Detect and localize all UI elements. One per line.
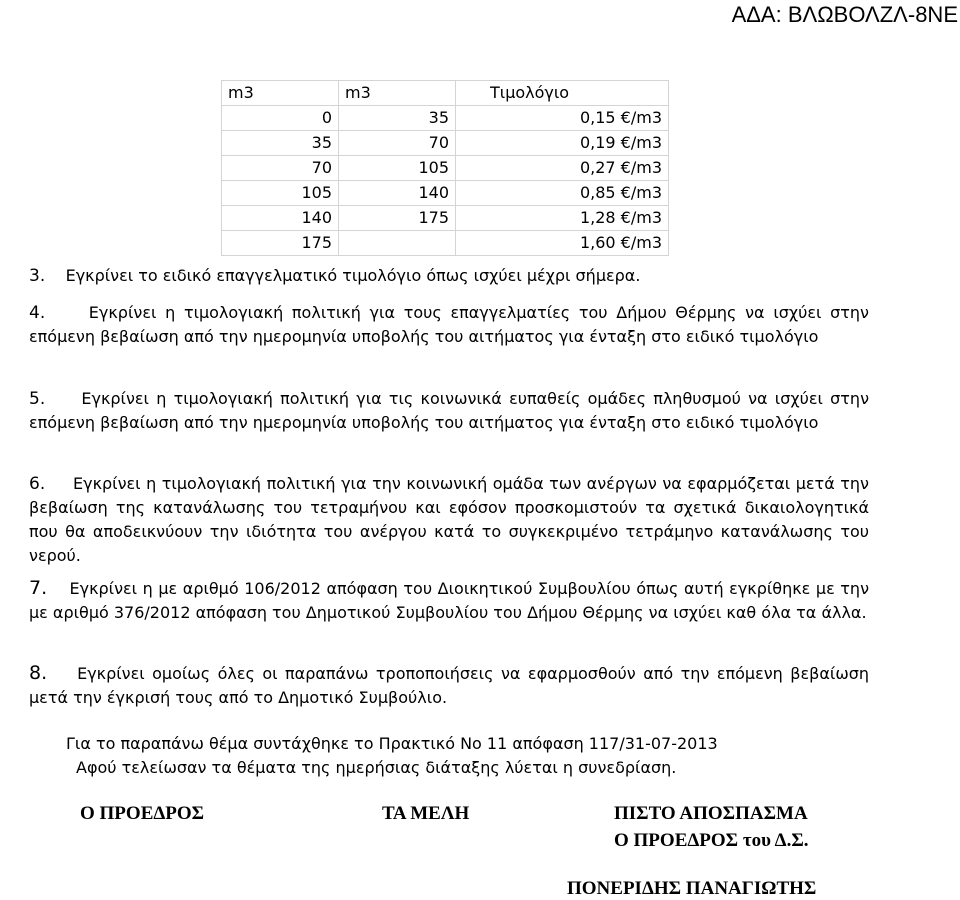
table-cell: 140 xyxy=(339,181,456,206)
item-8 xyxy=(29,661,869,710)
item-text: Εγκρίνει ομοίως όλες οι παραπάνω τροποποιήσεις να εφαρμοσθούν από την επόμενη βεβαίωση μετά την έγκρισή τους από το Δημοτικό Συμβούλιο. xyxy=(29,664,870,707)
table-cell: 0,19 €/m3 xyxy=(456,131,669,156)
item-5 xyxy=(29,387,869,435)
table-cell: 70 xyxy=(222,156,339,181)
table-cell: 35 xyxy=(222,131,339,156)
table-cell: 105 xyxy=(339,156,456,181)
item-text: Εγκρίνει η τιμολογιακή πολιτική για τους επαγγελματίες του Δήμου Θέρμης να ισχύει στην επόμενη βεβαίωση από την ημερομηνία υποβολής του αιτήματος για ένταξη στο ειδικό τιμολόγιο xyxy=(29,303,869,346)
item-3 xyxy=(29,264,869,288)
table-row xyxy=(222,156,669,181)
header-cell-tariff: Τιμολόγιο xyxy=(456,81,669,106)
item-text: Εγκρίνει η με αριθμό 106/2012 απόφαση του Διοικητικού Συμβουλίου όπως αυτή εγκρίθηκε με την με αριθμό 376/2012 απόφαση του Δημοτικού Συμβουλίου του Δήμου Θέρμης να ισχύει καθ όλα τα άλλα. xyxy=(29,579,870,622)
table-cell: 70 xyxy=(339,131,456,156)
item-text: Εγκρίνει το ειδικό επαγγελματικό τιμολόγιο όπως ισχύει μέχρι σήμερα. xyxy=(65,266,641,285)
ada-code: ΑΔΑ: ΒΛΩΒΟΛΖΛ-8ΝΕ xyxy=(731,2,958,27)
table-row xyxy=(222,106,669,131)
item-number: 7. xyxy=(29,577,48,599)
closing-line-2: Αφού τελείωσαν τα θέματα της ημερήσιας διάταξης λύεται η συνεδρίαση. xyxy=(76,758,677,777)
table-row xyxy=(222,181,669,206)
table-cell: 1,60 €/m3 xyxy=(456,231,669,256)
table-row xyxy=(222,231,669,256)
item-number: 6. xyxy=(29,474,46,494)
item-number: 8. xyxy=(29,662,48,684)
item-number: 4. xyxy=(29,303,46,323)
item-6 xyxy=(29,472,869,568)
table-header-row xyxy=(222,81,669,106)
table-cell: 175 xyxy=(222,231,339,256)
table-cell: 0,27 €/m3 xyxy=(456,156,669,181)
closing-line-1: Για το παραπάνω θέμα συντάχθηκε το Πρακτικό Νο 11 απόφαση 117/31-07-2013 xyxy=(66,734,718,753)
table-row xyxy=(222,131,669,156)
signature-copy-title: ΠΙΣΤΟ ΑΠΟΣΠΑΣΜΑ xyxy=(614,803,808,824)
table-row xyxy=(222,206,669,231)
item-7 xyxy=(29,576,869,625)
table-cell: 0,15 €/m3 xyxy=(456,106,669,131)
item-number: 5. xyxy=(29,389,46,409)
signature-copy-subtitle: Ο ΠΡΟΕΔΡΟΣ του Δ.Σ. xyxy=(614,830,809,851)
header-cell-to: m3 xyxy=(339,81,456,106)
table-cell xyxy=(339,231,456,256)
table-cell: 140 xyxy=(222,206,339,231)
item-text: Εγκρίνει η τιμολογιακή πολιτική για την κοινωνική ομάδα των ανέργων να εφαρμόζεται μετά την βεβαίωση της κατανάλωσης του τετραμήνου και εφόσον προσκομιστούν τα σχετικά δικαιολογητικά που θα αποδεικνύουν την ιδιότητα του ανέργου κατά το συγκεκριμένο τετράμηνο κατανάλωσης του νερού. xyxy=(29,474,869,565)
item-number: 3. xyxy=(29,266,46,286)
item-text: Εγκρίνει η τιμολογιακή πολιτική για τις κοινωνικά ευπαθείς ομάδες πληθυσμού να ισχύει στην επόμενη βεβαίωση από την ημερομηνία υποβολής του αιτήματος για ένταξη στο ειδικό τιμολόγιο xyxy=(29,389,870,432)
table-cell: 0 xyxy=(222,106,339,131)
signature-president: Ο ΠΡΟΕΔΡΟΣ xyxy=(80,803,205,824)
table-cell: 1,28 €/m3 xyxy=(456,206,669,231)
signature-members: ΤΑ ΜΕΛΗ xyxy=(382,803,470,824)
signature-name: ΠΟΝΕΡΙΔΗΣ ΠΑΝΑΓΙΩΤΗΣ xyxy=(567,878,817,899)
item-4 xyxy=(29,301,869,349)
table-cell: 0,85 €/m3 xyxy=(456,181,669,206)
tariff-table xyxy=(221,80,669,256)
table-cell: 105 xyxy=(222,181,339,206)
table-cell: 35 xyxy=(339,106,456,131)
table-cell: 175 xyxy=(339,206,456,231)
header-cell-from: m3 xyxy=(222,81,339,106)
